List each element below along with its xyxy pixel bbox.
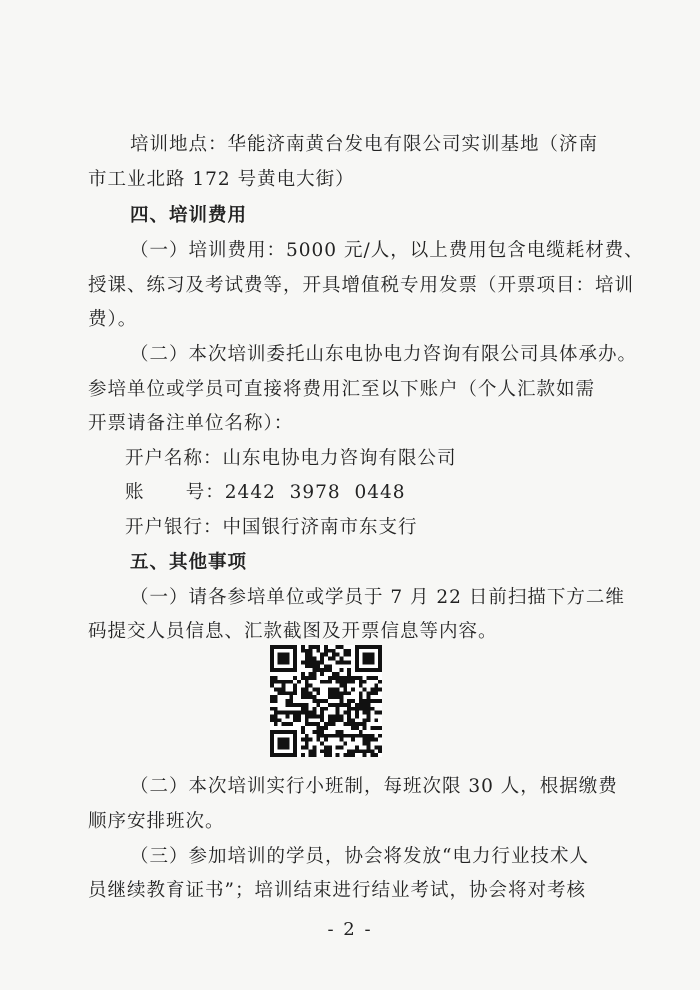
other-paragraph-1-line-1: （一）请各参培单位或学员于 7 月 22 日前扫描下方二维 (130, 587, 625, 608)
fees-paragraph-2-line-3: 开票请备注单位名称）： (88, 413, 294, 434)
training-location-line-2: 市工业北路 172 号黄电大街） (88, 169, 355, 190)
other-paragraph-3-line-2: 员继续教育证书”；培训结束进行结业考试，协会将对考核 (88, 880, 586, 901)
fees-paragraph-2-line-1: （二）本次培训委托山东电协电力咨询有限公司具体承办。 (130, 344, 638, 365)
fees-paragraph-1-line-3: 费）。 (88, 309, 138, 330)
qr-code-icon[interactable] (270, 645, 382, 757)
other-paragraph-1-line-2: 码提交人员信息、汇款截图及开票信息等内容。 (88, 621, 498, 642)
fees-paragraph-2-line-2: 参培单位或学员可直接将费用汇至以下账户（个人汇款如需 (88, 379, 596, 400)
fees-paragraph-1-line-1: （一）培训费用：5000 元/人，以上费用包含电缆耗材费、 (130, 240, 644, 261)
account-name: 开户名称：山东电协电力咨询有限公司 (125, 448, 457, 469)
account-bank: 开户银行：中国银行济南市东支行 (125, 517, 418, 538)
training-location-line-1: 培训地点：华能济南黄台发电有限公司实训基地（济南 (130, 134, 599, 155)
other-paragraph-3-line-1: （三）参加培训的学员，协会将发放“电力行业技术人 (130, 846, 589, 867)
fees-paragraph-1-line-2: 授课、练习及考试费等，开具增值税专用发票（开票项目：培训 (88, 275, 635, 296)
page-number: - 2 - (327, 919, 373, 940)
other-paragraph-2-line-2: 顺序安排班次。 (88, 811, 225, 832)
section-heading-fees: 四、培训费用 (130, 205, 248, 226)
account-number: 账 号：2442 3978 0448 (125, 482, 406, 503)
section-heading-other: 五、其他事项 (130, 552, 248, 573)
other-paragraph-2-line-1: （二）本次培训实行小班制，每班次限 30 人，根据缴费 (130, 776, 618, 797)
